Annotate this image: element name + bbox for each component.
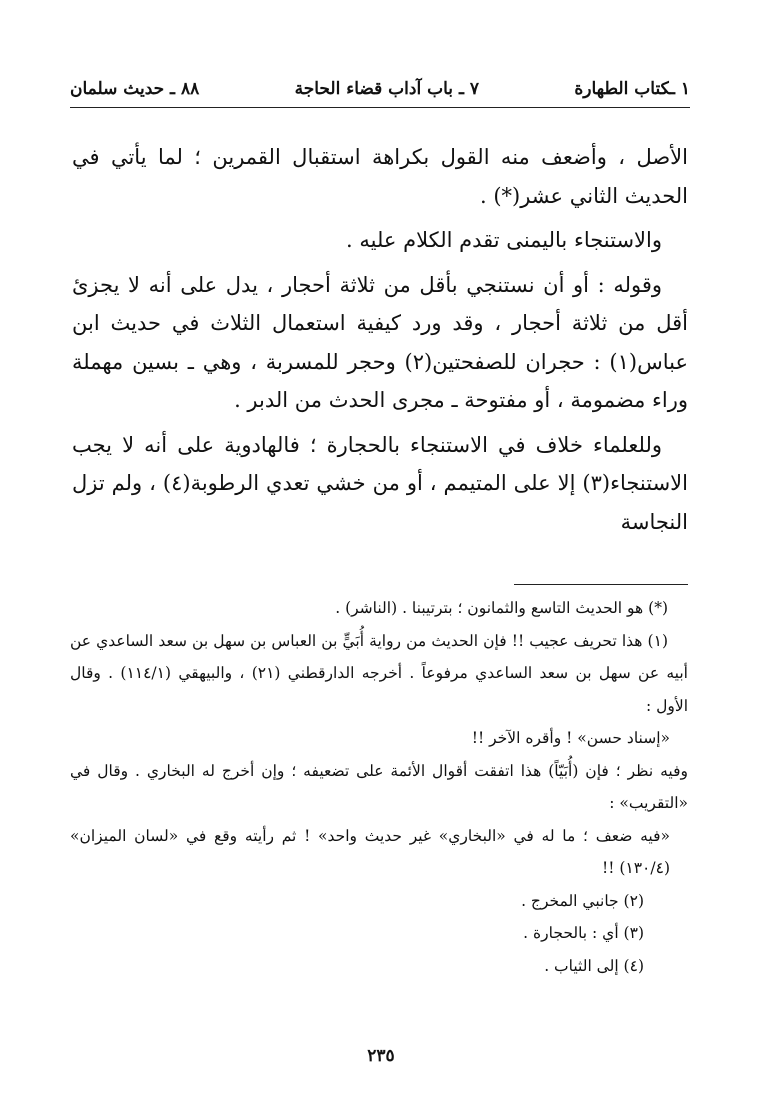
footnote-1-quote-2: «فيه ضعف ؛ ما له في «البخاري» غير حديث واحد» ! ثم رأيته وقع في «لسان الميزان» (١٣٠/٤) !! (70, 826, 670, 877)
footnotes (70, 592, 688, 982)
running-header (70, 72, 690, 106)
body-paragraph-4: وللعلماء خلاف في الاستنجاء بالحجارة ؛ فالهادوية على أنه لا يجب الاستنجاء(٣) إلا على المتيمم ، أو من خشي تعدي الرطوبة(٤) ، ولم تزل النجاسة (72, 432, 688, 534)
footnote-3: (٣) أي : بالحجارة . (523, 924, 644, 942)
main-text (72, 138, 688, 547)
body-paragraph-1: الأصل ، وأضعف منه القول بكراهة استقبال القمرين ؛ لما يأتي في الحديث الثاني عشر(*) . (72, 145, 688, 208)
header-chapter: ١ ـكتاب الطهارة (574, 79, 690, 99)
body-paragraph-3: وقوله : أو أن نستنجي بأقل من ثلاثة أحجار ، يدل على أنه لا يجزئ أقل من ثلاثة أحجار ، وقد ورد كيفية استعمال الثلاث في حديث ابن عباس(١) : حجران للصفحتين(٢) وحجر للمسربة ، وهي ـ بسين مهملة وراء مضمومة ، أو مفتوحة ـ مجرى الحدث من الدبر . (72, 272, 688, 412)
header-rule (70, 107, 690, 108)
footnote-rule (514, 584, 688, 585)
footnote-1-quote-1: «إسناد حسن» ! وأقره الآخر !! (471, 729, 670, 747)
page-number: ٢٣٥ (367, 1046, 395, 1066)
header-hadith: ٨٨ ـ حديث سلمان (70, 79, 200, 99)
footnote-star: (*) هو الحديث التاسع والثمانون ؛ بترتيبنا . (الناشر) . (335, 599, 668, 617)
footnote-1: (١) هذا تحريف عجيب !! فإن الحديث من رواية أُبَيٍّ بن العباس بن سهل بن سعد الساعدي عن أبيه عن سهل بن سعد الساعدي مرفوعاً . أخرجه الدارقطني (٢١) ، والبيهقي (١١٤/١) . وقال الأول : (70, 631, 688, 715)
footnote-4: (٤) إلى الثياب . (544, 956, 644, 975)
body-paragraph-2: والاستنجاء باليمنى تقدم الكلام عليه . (346, 228, 662, 252)
footnote-2: (٢) جانبي المخرج . (521, 891, 644, 910)
header-section: ٧ ـ باب آداب قضاء الحاجة (294, 79, 479, 99)
footnote-1-continued: وفيه نظر ؛ فإن (أُبَيّاً) هذا اتفقت أقوال الأئمة على تضعيفه ؛ وإن أخرج له البخاري . وقال في «التقريب» : (70, 761, 688, 812)
